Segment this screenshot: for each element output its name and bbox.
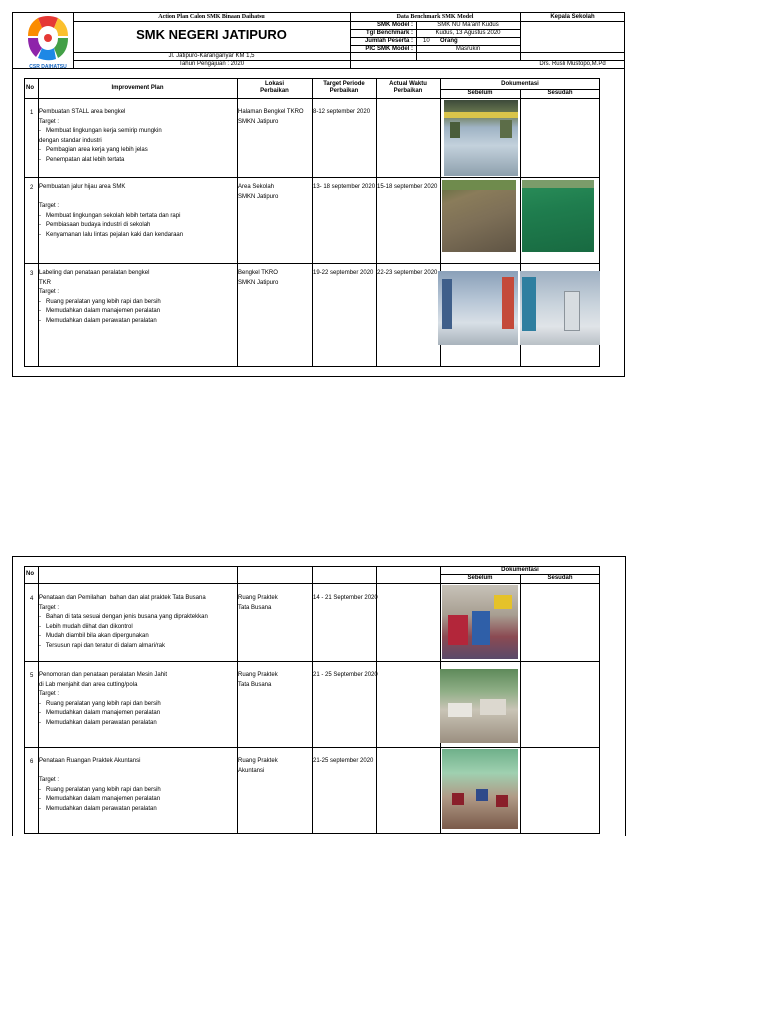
location-text: Ruang Praktek Tata Busana <box>238 595 278 611</box>
target-period-text: 21 - 25 September 2020 <box>313 672 378 678</box>
benchmark-value-participants: 10 <box>423 38 430 44</box>
submission-year: Tahun Pengajuan : 2020 <box>178 61 245 67</box>
before-photo-sewing-lab <box>440 669 518 743</box>
row-number: 4 <box>30 596 34 602</box>
location-text: Halaman Bengkel TKRO SMKN Jatipuro <box>238 109 304 125</box>
principal-title: Kepala Sekolah <box>550 14 595 20</box>
actual-time-text: 22-23 september 2020 <box>377 270 438 276</box>
before-photo-tool-room <box>438 271 518 345</box>
benchmark-title: Data Benchmark SMK Model <box>396 14 474 20</box>
location-text: Area Sekolah SMKN Jatipuro <box>238 184 279 200</box>
col-target: Target Periode Perbaikan <box>323 81 365 94</box>
benchmark-value-date: Kudus, 13 Agustus 2020 <box>435 30 501 36</box>
row-number: 3 <box>30 271 34 277</box>
actual-time-text: 15-18 september 2020 <box>377 184 438 190</box>
benchmark-label-pic: PIC SMK Model : <box>365 46 413 52</box>
col-documentation: Dokumentasi <box>501 81 539 87</box>
school-name: SMK NEGERI JATIPURO <box>136 27 287 42</box>
row-number: 1 <box>30 110 34 116</box>
location-text: Ruang Praktek Akuntansi <box>238 758 278 774</box>
benchmark-unit-participants: Orang <box>440 38 458 44</box>
improvement-plan-text: Penataan dan Pemilahan bahan dan alat praktek Tata Busana Target : - Bahan di tata sesuai dengan jenis busana yang dipraktekkan - Lebih mudah diihat dan dikontrol - Mudah diambil bila akan dipergunakan - Tersusun rapi dan teratur di dalam almari/rak <box>39 595 208 649</box>
col-before: Sebelum <box>467 90 493 96</box>
improvement-plan-text: Labeling dan penataan peralatan bengkel TKR Target : - Ruang peralatan yang lebih rapi dan bersih - Memudahkan dalam manajemen peralatan - Memudahkan dalam perawatan peralatan <box>39 270 161 324</box>
before-photo-fabric-storage <box>442 585 518 659</box>
logo-caption: CSR DAIHATSU <box>29 64 67 70</box>
col-after: Sesudah <box>547 575 573 581</box>
row-number: 5 <box>30 673 34 679</box>
csr-daihatsu-logo <box>24 14 72 70</box>
benchmark-label-model: SMK Model : <box>377 22 413 28</box>
benchmark-value-pic: Masrukin <box>455 46 481 52</box>
col-location: Lokasi Perbaikan <box>260 81 289 94</box>
improvement-plan-text: Penomoran dan penataan peralatan Mesin Jahit di Lab menjahit dan area cutting/pola Target : - Ruang peralatan yang lebih rapi dan bersih - Memudahkan dalam manajemen peralatan - Memudahkan dalam perawatan peralatan <box>39 672 168 726</box>
row-number: 6 <box>30 759 34 765</box>
target-period-text: 19-22 september 2020 <box>313 270 374 276</box>
benchmark-value-model: SMK NU Ma'arif Kudus <box>437 22 499 28</box>
before-photo-accounting-room <box>442 749 518 829</box>
improvement-plan-text: Pembuatan STALL area bengkel Target : - Membuat lingkungan kerja semirip mungkin dengan standar industri - Pembagian area kerja yang lebih jelas - Penempatan alat lebih tertata <box>39 109 162 163</box>
improvement-plan-text: Penataan Ruangan Praktek Akuntansi Target : - Ruang peralatan yang lebih rapi dan bersih - Memudahkan dalam manajemen peralatan - Memudahkan dalam perawatan peralatan <box>39 758 161 812</box>
col-after: Sesudah <box>547 90 573 96</box>
after-photo-green-lane <box>522 180 594 252</box>
improvement-plan-text: Pembuatan jalur hijau area SMK Target : - Membuat lingkungan sekolah lebih tertata dan rapi - Pembiasaan budaya industri di sekolah - Kenyamanan lalu lintas pejalan kaki dan kendaraan <box>39 184 184 238</box>
target-period-text: 8-12 september 2020 <box>313 109 371 115</box>
col-plan: Improvement Plan <box>111 85 164 91</box>
school-address: Jl. Jatipuro-Karanganyar KM 1,5 <box>168 53 255 59</box>
location-text: Ruang Praktek Tata Busana <box>238 672 278 688</box>
target-period-text: 21-25 september 2020 <box>313 758 374 764</box>
plan-title: Action Plan Calon SMK Binaan Daihatsu <box>158 14 265 20</box>
principal-name: Drs. Rusli Mustopo,M.Pd <box>539 61 606 67</box>
row-number: 2 <box>30 185 34 191</box>
before-photo-green-lane <box>442 180 516 252</box>
col-before: Sebelum <box>467 575 493 581</box>
col-actual: Actual Waktu Perbaikan <box>389 81 427 94</box>
after-photo-tool-room <box>520 271 600 345</box>
benchmark-label-date: Tgl Benchmark : <box>365 30 413 36</box>
before-photo-workshop-floor <box>444 100 518 176</box>
col-documentation: Dokumentasi <box>501 567 539 573</box>
target-period-text: 13- 18 september 2020 <box>313 184 376 190</box>
benchmark-label-participants: Jumlah Peserta : <box>364 38 413 44</box>
target-period-text: 14 - 21 September 2020 <box>313 595 378 601</box>
location-text: Bengkel TKRO SMKN Jatipuro <box>238 270 279 286</box>
col-no: No <box>26 85 34 91</box>
col-no: No <box>26 571 34 577</box>
